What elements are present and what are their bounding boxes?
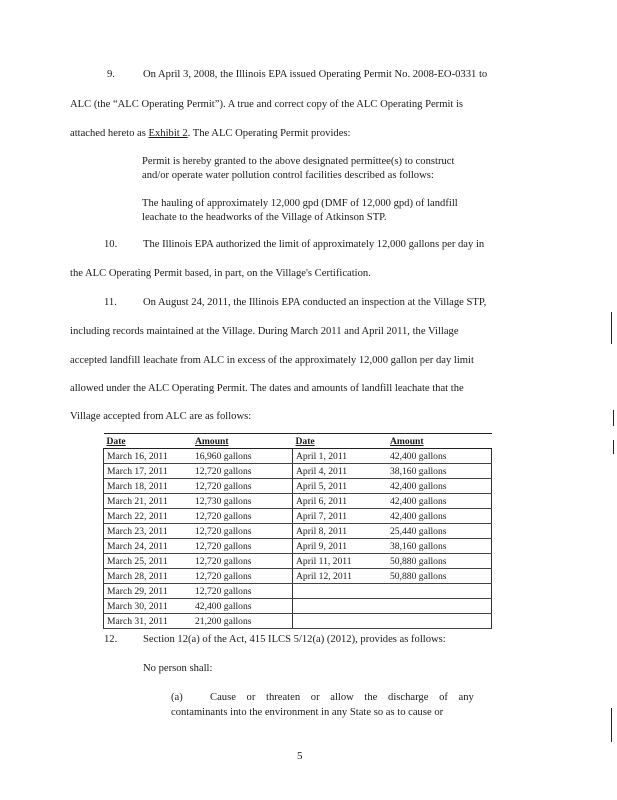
april-date-cell: April 4, 2011 bbox=[293, 464, 388, 479]
table-row bbox=[104, 479, 492, 494]
april-amount-cell: 42,400 gallons bbox=[387, 479, 492, 494]
table-row bbox=[104, 554, 492, 569]
para11-line4: allowed under the ALC Operating Permit. The dates and amounts of landfill leachate that the bbox=[70, 383, 464, 394]
march-date-cell: March 25, 2011 bbox=[104, 554, 193, 569]
table-row bbox=[104, 584, 492, 599]
march-date-cell: March 18, 2011 bbox=[104, 479, 193, 494]
april-date-cell: April 5, 2011 bbox=[293, 479, 388, 494]
table-row bbox=[104, 569, 492, 584]
march-amount-cell: 12,720 gallons bbox=[192, 539, 293, 554]
march-amount-cell: 12,720 gallons bbox=[192, 464, 293, 479]
march-amount-cell: 16,960 gallons bbox=[192, 449, 293, 464]
march-amount-cell: 12,720 gallons bbox=[192, 569, 293, 584]
march-amount-cell: 12,720 gallons bbox=[192, 479, 293, 494]
para10-line1: The Illinois EPA authorized the limit of approximately 12,000 gallons per day in bbox=[143, 239, 485, 250]
header-date-2: Date bbox=[293, 434, 388, 449]
march-date-cell: March 17, 2011 bbox=[104, 464, 193, 479]
april-date-cell: April 7, 2011 bbox=[293, 509, 388, 524]
page-number: 5 bbox=[297, 750, 303, 762]
scan-mark bbox=[611, 312, 612, 344]
april-date-cell: April 12, 2011 bbox=[293, 569, 388, 584]
april-date-cell: April 9, 2011 bbox=[293, 539, 388, 554]
quote2-label: (a) bbox=[171, 692, 183, 703]
quote2-line2: contaminants into the environment in any State so as to cause or bbox=[171, 707, 444, 718]
march-date-cell: March 23, 2011 bbox=[104, 524, 193, 539]
para10-line2: the ALC Operating Permit based, in part, on the Village's Certification. bbox=[70, 268, 371, 279]
april-amount-cell bbox=[387, 584, 492, 599]
para9-line3-pre: attached hereto as bbox=[70, 128, 149, 139]
march-amount-cell: 12,720 gallons bbox=[192, 554, 293, 569]
april-date-cell bbox=[293, 584, 388, 599]
para11-line1: On August 24, 2011, the Illinois EPA conducted an inspection at the Village STP, bbox=[143, 297, 487, 308]
para9-number: 9. bbox=[107, 69, 115, 80]
march-amount-cell: 12,720 gallons bbox=[192, 509, 293, 524]
para12-line2: No person shall: bbox=[143, 663, 213, 674]
para9-line3-post: . The ALC Operating Permit provides: bbox=[187, 128, 351, 139]
table-row bbox=[104, 464, 492, 479]
april-date-cell: April 1, 2011 bbox=[293, 449, 388, 464]
april-amount-cell: 50,880 gallons bbox=[387, 554, 492, 569]
april-date-cell bbox=[293, 614, 388, 629]
exhibit-2-reference: Exhibit 2 bbox=[148, 128, 188, 139]
april-amount-cell: 38,160 gallons bbox=[387, 464, 492, 479]
march-date-cell: March 30, 2011 bbox=[104, 599, 193, 614]
para9-line2: ALC (the “ALC Operating Permit”). A true and correct copy of the ALC Operating Permit is bbox=[70, 99, 464, 110]
quote1-line2: and/or operate water pollution control facilities described as follows: bbox=[142, 170, 434, 181]
table-row bbox=[104, 599, 492, 614]
april-date-cell: April 8, 2011 bbox=[293, 524, 388, 539]
header-amount-2: Amount bbox=[387, 434, 492, 449]
header-amount-1: Amount bbox=[192, 434, 293, 449]
para10-number: 10. bbox=[104, 239, 118, 250]
scan-mark bbox=[611, 708, 612, 742]
table-row bbox=[104, 449, 492, 464]
april-date-cell bbox=[293, 599, 388, 614]
table-row bbox=[104, 494, 492, 509]
table-row bbox=[104, 509, 492, 524]
march-amount-cell: 12,720 gallons bbox=[192, 584, 293, 599]
quote1-line3: The hauling of approximately 12,000 gpd (DMF of 12,000 gpd) of landfill bbox=[142, 198, 458, 209]
table-row bbox=[104, 539, 492, 554]
march-date-cell: March 22, 2011 bbox=[104, 509, 193, 524]
scan-mark bbox=[613, 410, 614, 426]
april-amount-cell bbox=[387, 614, 492, 629]
march-date-cell: March 21, 2011 bbox=[104, 494, 193, 509]
march-date-cell: March 24, 2011 bbox=[104, 539, 193, 554]
quote1-line1: Permit is hereby granted to the above designated permittee(s) to construct bbox=[142, 156, 455, 167]
table-row bbox=[104, 614, 492, 629]
leachate-table bbox=[103, 433, 492, 629]
april-date-cell: April 11, 2011 bbox=[293, 554, 388, 569]
para11-line3: accepted landfill leachate from ALC in excess of the approximately 12,000 gallon per day limit bbox=[70, 355, 474, 366]
table-header-row bbox=[104, 434, 492, 449]
march-date-cell: March 16, 2011 bbox=[104, 449, 193, 464]
april-amount-cell: 38,160 gallons bbox=[387, 539, 492, 554]
para9-line3 bbox=[70, 127, 350, 140]
header-date-1: Date bbox=[104, 434, 193, 449]
para11-line2: including records maintained at the Village. During March 2011 and April 2011, the Village bbox=[70, 326, 459, 337]
march-amount-cell: 21,200 gallons bbox=[192, 614, 293, 629]
april-amount-cell bbox=[387, 599, 492, 614]
para11-line5: Village accepted from ALC are as follows: bbox=[70, 411, 252, 422]
april-amount-cell: 50,880 gallons bbox=[387, 569, 492, 584]
para9-line1: On April 3, 2008, the Illinois EPA issued Operating Permit No. 2008-EO-0331 to bbox=[143, 69, 488, 80]
para12-number: 12. bbox=[104, 634, 118, 645]
march-date-cell: March 28, 2011 bbox=[104, 569, 193, 584]
march-amount-cell: 12,730 gallons bbox=[192, 494, 293, 509]
march-date-cell: March 29, 2011 bbox=[104, 584, 193, 599]
march-amount-cell: 12,720 gallons bbox=[192, 524, 293, 539]
para12-line1: Section 12(a) of the Act, 415 ILCS 5/12(a) (2012), provides as follows: bbox=[143, 634, 446, 645]
april-amount-cell: 25,440 gallons bbox=[387, 524, 492, 539]
quote1-line4: leachate to the headworks of the Village of Atkinson STP. bbox=[142, 212, 387, 223]
para11-number: 11. bbox=[104, 297, 117, 308]
april-amount-cell: 42,400 gallons bbox=[387, 509, 492, 524]
april-date-cell: April 6, 2011 bbox=[293, 494, 388, 509]
april-amount-cell: 42,400 gallons bbox=[387, 494, 492, 509]
scan-mark bbox=[613, 440, 614, 454]
table-row bbox=[104, 524, 492, 539]
march-amount-cell: 42,400 gallons bbox=[192, 599, 293, 614]
quote2-line1: Cause or threaten or allow the discharge of any bbox=[210, 692, 474, 703]
march-date-cell: March 31, 2011 bbox=[104, 614, 193, 629]
april-amount-cell: 42,400 gallons bbox=[387, 449, 492, 464]
